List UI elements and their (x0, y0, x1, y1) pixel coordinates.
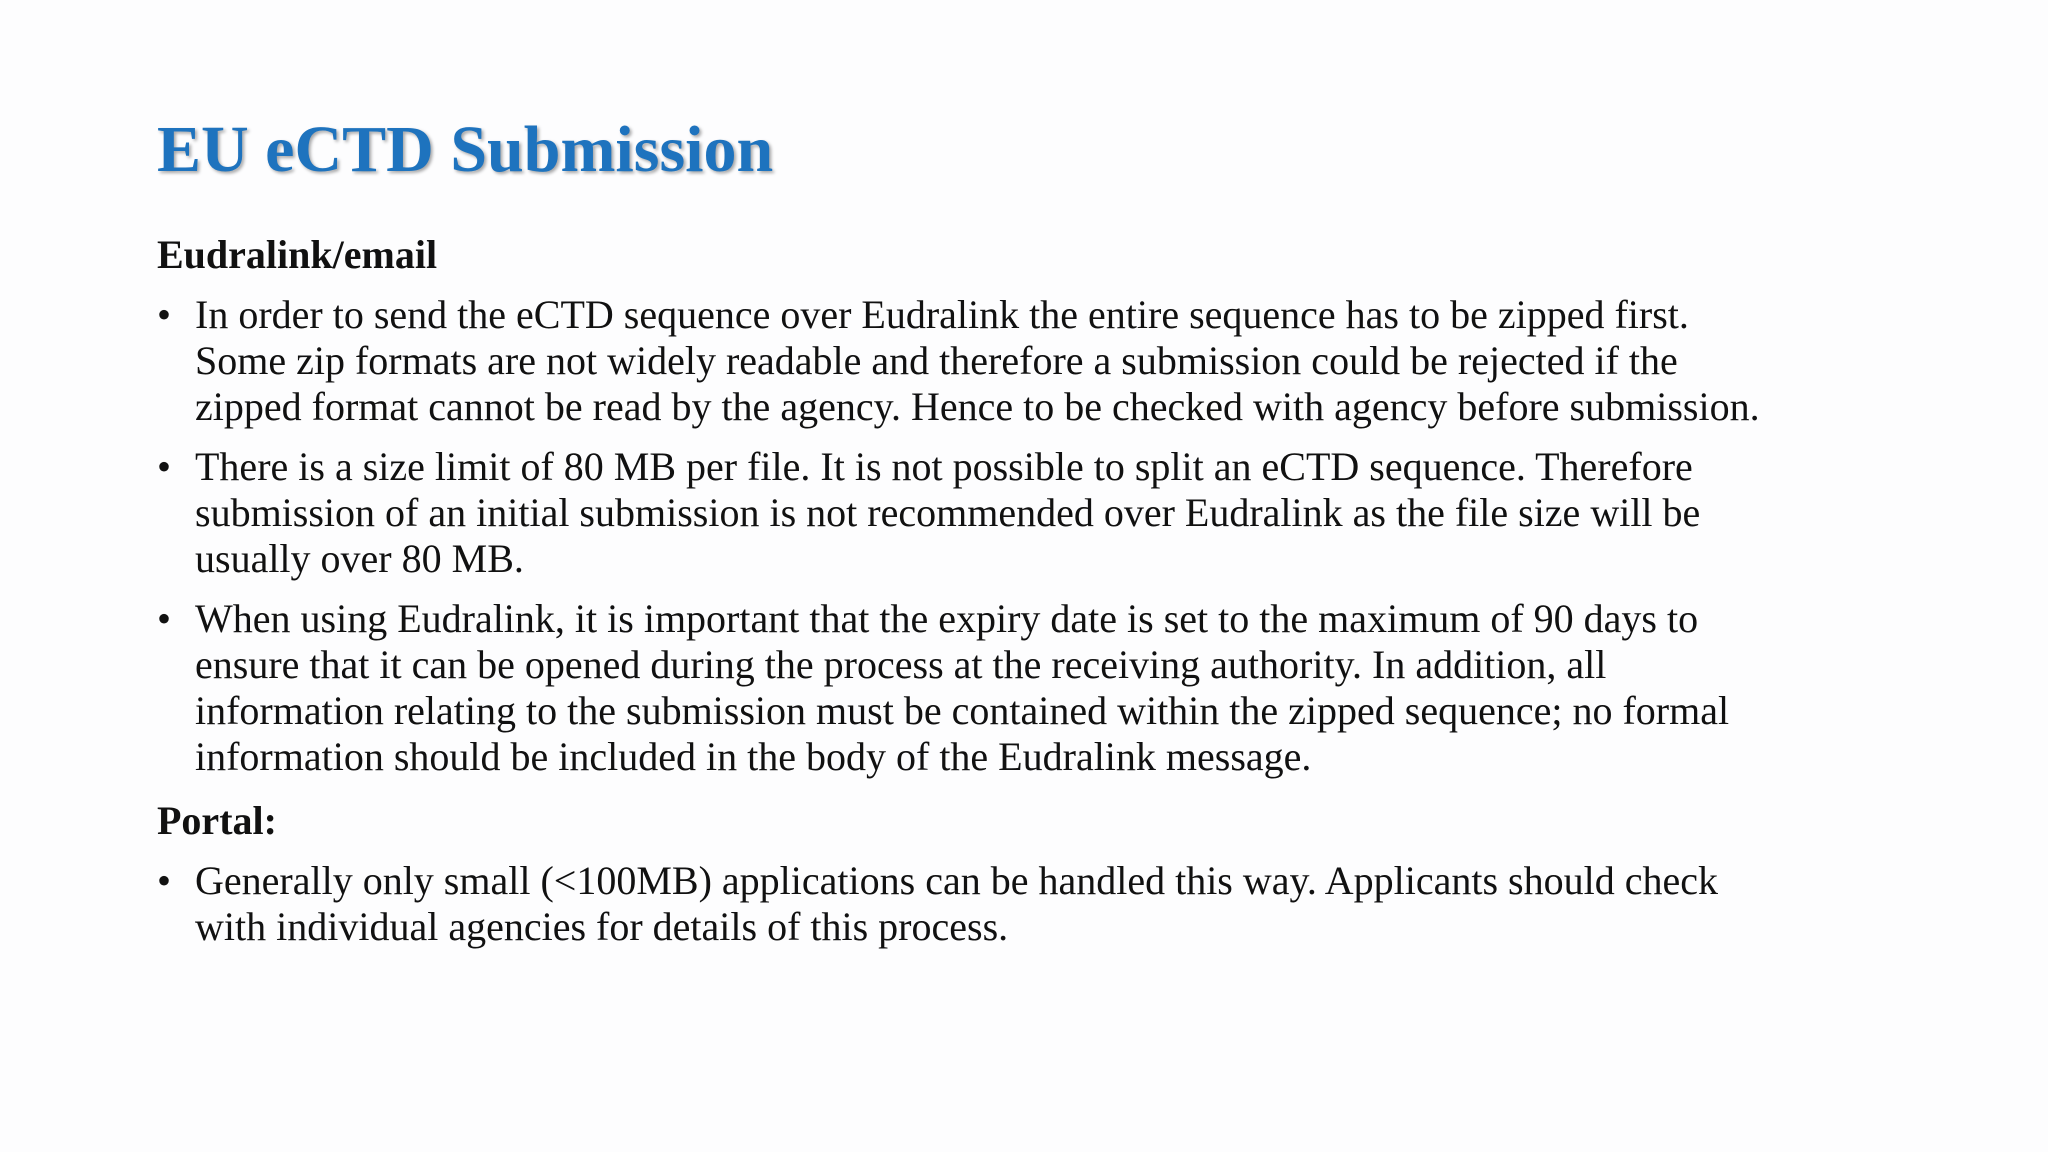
slide-title: EU eCTD Submission (157, 113, 774, 186)
bullet-icon: • (157, 596, 172, 641)
bullet-icon: • (157, 292, 172, 337)
bullet-item (157, 858, 1917, 950)
bullet-item (157, 292, 1917, 430)
bullet-text-line: There is a size limit of 80 MB per file. It is not possible to split an eCTD sequence. Therefore (195, 444, 1693, 489)
section-heading-eudralink: Eudralink/email (157, 232, 438, 277)
bullet-list-portal (157, 858, 1917, 950)
bullet-icon: • (157, 444, 172, 489)
bullet-item (157, 444, 1917, 582)
bullet-text-line: ensure that it can be opened during the process at the receiving authority. In addition, all (195, 642, 1607, 687)
bullet-text-line: with individual agencies for details of this process. (195, 904, 1009, 949)
bullet-text-line: information relating to the submission must be contained within the zipped sequence; no formal (195, 688, 1730, 733)
bullet-text-line: usually over 80 MB. (195, 536, 524, 581)
bullet-item (157, 596, 1917, 780)
bullet-list-eudralink (157, 292, 1917, 780)
bullet-icon: • (157, 858, 172, 903)
bullet-text-line: In order to send the eCTD sequence over Eudralink the entire sequence has to be zipped first. (195, 292, 1689, 337)
bullet-text-line: When using Eudralink, it is important that the expiry date is set to the maximum of 90 days to (195, 596, 1699, 641)
bullet-text-line: Generally only small (<100MB) applications can be handled this way. Applicants should check (195, 858, 1718, 903)
bullet-text-line: submission of an initial submission is not recommended over Eudralink as the file size will be (195, 490, 1701, 535)
bullet-text-line: Some zip formats are not widely readable and therefore a submission could be rejected if the (195, 338, 1678, 383)
section-heading-portal: Portal: (157, 798, 277, 843)
bullet-text-line: zipped format cannot be read by the agency. Hence to be checked with agency before submission. (195, 384, 1760, 429)
bullet-text-line: information should be included in the body of the Eudralink message. (195, 734, 1312, 779)
slide-content (157, 228, 1917, 964)
